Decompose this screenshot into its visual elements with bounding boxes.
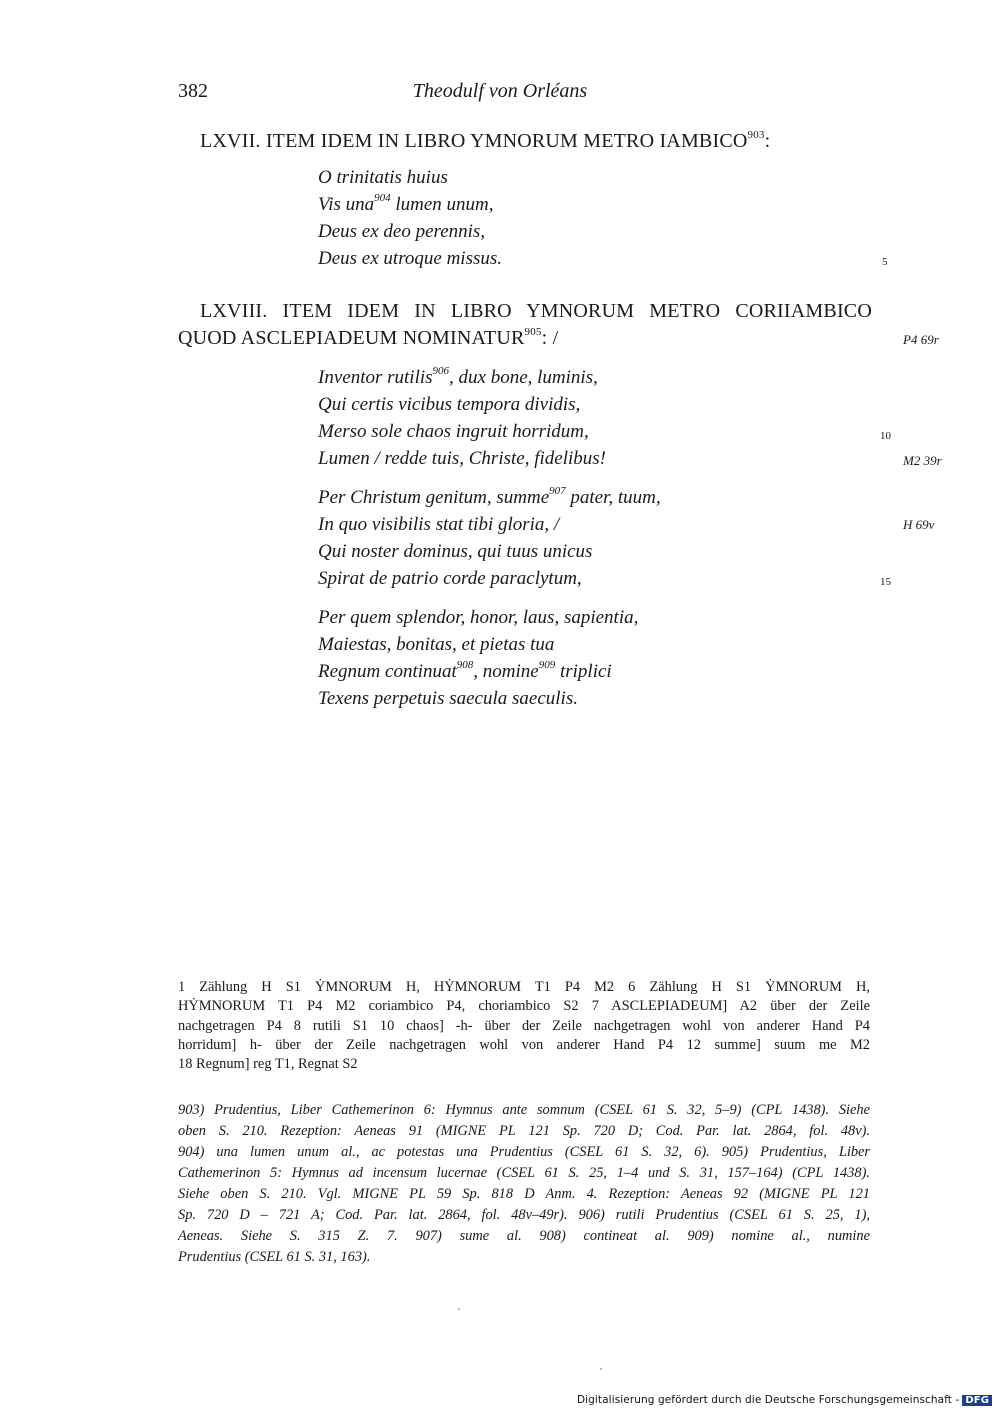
scan-speck	[600, 1368, 602, 1370]
poem-67-verse	[318, 164, 502, 272]
verse-line: Merso sole chaos ingruit horridum,	[318, 421, 589, 442]
dfg-logo: DFG	[962, 1395, 992, 1406]
footnote-ref: 906	[432, 365, 450, 377]
verse-line: Maiestas, bonitas, et pietas tua	[318, 634, 555, 655]
footnote-line: 904) una lumen unum al., ac potestas una Prudentius (CSEL 61 S. 32, 6). 905) Prudentius, Liber	[178, 1144, 870, 1160]
footnote-line: 903) Prudentius, Liber Cathemerinon 6: Hymnus ante somnum (CSEL 61 S. 32, 5–9) (CPL 1438). Siehe	[178, 1102, 870, 1118]
apparatus-line: nachgetragen P4 8 rutili S1 10 chaos] -h- über der Zeile nachgetragen wohl von anderer Hand P4	[178, 1017, 870, 1034]
verse-line: Spirat de patrio corde paraclytum,	[318, 568, 582, 589]
poem-heading-68-line1: LXVIII. ITEM IDEM IN LIBRO YMNORUM METRO CORIIAMBICO	[200, 300, 872, 322]
apparatus-line: 18 Regnum] reg T1, Regnat S2	[178, 1056, 358, 1073]
margin-folio-ref: P4 69r	[903, 332, 939, 347]
footnote-ref: 904	[374, 192, 391, 204]
digitization-footer: Digitalisierung gefördert durch die Deutsche Forschungsgemeinschaft - DFG	[577, 1394, 992, 1406]
verse-line: Qui certis vicibus tempora dividis,	[318, 394, 581, 415]
page-number: 382	[178, 80, 208, 102]
apparatus-line: HẎMNORUM T1 P4 M2 coriambico P4, choriambico S2 7 ASCLEPIADEUM] A2 über der Zeile	[178, 998, 870, 1015]
margin-folio-ref: M2 39r	[903, 453, 942, 468]
poem-68-stanza-3	[318, 604, 638, 712]
verse-line: Texens perpetuis saecula saeculis.	[318, 688, 578, 709]
verse-line: In quo visibilis stat tibi gloria, /	[318, 514, 560, 535]
margin-folio-ref: H 69v	[903, 517, 935, 532]
footnote-line: Prudentius (CSEL 61 S. 31, 163).	[178, 1249, 371, 1265]
footnote-line: oben S. 210. Rezeption: Aeneas 91 (MIGNE PL 121 Sp. 720 D; Cod. Par. lat. 2864, fol. 48v).	[178, 1123, 870, 1139]
footnote-line: Siehe oben S. 210. Vgl. MIGNE PL 59 Sp. 818 D Anm. 4. Rezeption: Aeneas 92 (MIGNE PL 121	[178, 1186, 870, 1202]
poem-68-stanza-2	[318, 484, 661, 592]
footnote-line: Cathemerinon 5: Hymnus ad incensum lucernae (CSEL 61 S. 25, 1–4 und S. 31, 157–164) (CPL 1438).	[178, 1165, 870, 1181]
footnote-ref: 908	[456, 659, 474, 671]
poem-68-stanza-1	[318, 364, 606, 472]
verse-line: Per Christum genitum, summe$^{907}$ pater, tuum,	[318, 485, 661, 508]
verse-line: Regnum continuat$^{908}$, nomine$^{909}$ triplici	[318, 659, 612, 682]
verse-line: Deus ex utroque missus.	[318, 248, 502, 269]
line-number: 5	[882, 256, 888, 268]
apparatus-line: 1 Zählung H S1 ẎMNORUM H, HẎMNORUM T1 P4 M2 6 Zählung H S1 ẎMNORUM H,	[178, 979, 870, 995]
footnote-line: Sp. 720 D – 721 A; Cod. Par. lat. 2864, fol. 48v–49r). 906) rutili Prudentius (CSEL 61 S. 25, 1),	[178, 1207, 870, 1223]
verse-line: Vis una$^{904}$ lumen unum,	[318, 192, 494, 215]
verse-line: O trinitatis huius	[318, 167, 448, 188]
verse-line: Inventor rutilis$^{906}$, dux bone, luminis,	[318, 365, 598, 388]
footnote-ref: 903	[747, 129, 765, 141]
apparatus-line: horridum] h- über der Zeile nachgetragen wohl von anderer Hand P4 12 summe] suum me M2	[178, 1036, 870, 1053]
critical-apparatus	[178, 978, 870, 1074]
poem-heading-68-line2: QUOD ASCLEPIADEUM NOMINATUR$^{905}$: /	[178, 326, 559, 349]
scan-speck	[458, 1308, 460, 1310]
footnote-ref: 907	[549, 485, 566, 497]
footnote-line: Aeneas. Siehe S. 315 Z. 7. 907) sume al. 908) contineat al. 909) nomine al., numine	[178, 1228, 870, 1244]
verse-line: Qui noster dominus, qui tuus unicus	[318, 541, 593, 562]
footnote-ref: 905	[524, 326, 542, 338]
verse-line: Deus ex deo perennis,	[318, 221, 486, 242]
line-number: 10	[880, 430, 891, 442]
footnote-ref: 909	[538, 659, 556, 671]
verse-line: Per quem splendor, honor, laus, sapientia,	[318, 607, 639, 628]
footnotes	[178, 1100, 870, 1268]
poem-heading-67: LXVII. ITEM IDEM IN LIBRO YMNORUM METRO IAMBICO$^{903}$:	[200, 129, 771, 152]
line-number: 15	[880, 576, 891, 588]
verse-line: Lumen / redde tuis, Christe, fidelibus!	[318, 448, 606, 469]
running-title: Theodulf von Orléans	[412, 80, 588, 102]
